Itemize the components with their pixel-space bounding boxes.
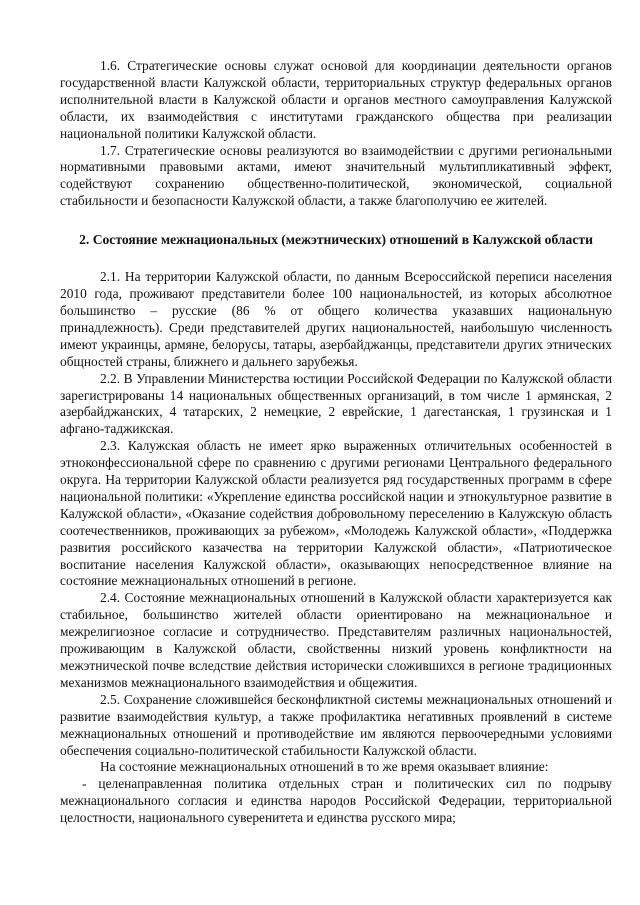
paragraph-2-4: 2.4. Состояние межнациональных отношений в Калужской области характеризуется как стабильное, большинство жителей области ориентировано на межнациональное и межрелигиозное согласие и сотрудничество. Представителям различных национальностей, проживающим в Калужской области, свойственны низкий уровень конфликтности на межэтнической почве вследствие действия исторически сложившихся в регионе традиционных механизмов межнационального взаимодействия и общежития. [60,590,612,690]
document-page [60,58,612,827]
section-heading: 2. Состояние межнациональных (межэтнических) отношений в Калужской области [79,232,593,248]
paragraph-2-1: 2.1. На территории Калужской области, по данным Всероссийской переписи населения 2010 года, проживают представители более 100 национальностей, из которых абсолютное большинство – русские (86 % от общего количества указавших национальную принадлежность). Среди представителей других национальностей, наибольшую численность имеют украинцы, армяне, белорусы, татары, азербайджанцы, представители других этнических общностей страны, ближнего и дальнего зарубежья. [60,269,612,369]
paragraph-2-3: 2.3. Калужская область не имеет ярко выраженных отличительных особенностей в этноконфессиональной сфере по сравнению с другими регионами Центрального федерального округа. На территории Калужской области реализуется ряд государственных программ в сфере национальной политики: «Укрепление единства российской нации и этнокультурное развитие в Калужской области», «Оказание содействия добровольному переселению в Калужскую область соотечественников, проживающих за рубежом», «Молодежь Калужской области», «Поддержка развития российского казачества на территории Калужской области», «Патриотическое воспитание населения Калужской области», оказывающих непосредственное влияние на состояние межнациональных отношений в регионе. [60,438,612,589]
paragraph-2-2: 2.2. В Управлении Министерства юстиции Российской Федерации по Калужской области зарегистрированы 14 национальных общественных организаций, в том числе 1 армянская, 2 азербайджанских, 4 татарских, 2 немецкие, 2 еврейские, 1 дагестанская, 1 грузинская и 1 афгано-таджикская. [60,370,612,437]
paragraph-2-5: 2.5. Сохранение сложившейся бесконфликтной системы межнациональных отношений и развитие взаимодействия культур, а также профилактика негативных проявлений в системе межнациональных отношений и противодействие им являются первоочередными условиями обеспечения социально-политической стабильности Калужской области. [60,691,612,758]
paragraph-1-7: 1.7. Стратегические основы реализуются во взаимодействии с другими региональными нормативными правовыми актами, имеют значительный мультипликативный эффект, содействуют сохранению общественно-политической, экономической, социальной стабильности и безопасности Калужской области, а также благополучию ее жителей. [60,142,612,209]
bullet-item: - целенаправленная политика отдельных стран и политических сил по подрыву межнационального согласия и единства народов Российской Федерации, территориальной целостности, национального суверенитета и единства русского мира; [60,776,612,826]
paragraph-1-6: 1.6. Стратегические основы служат основой для координации деятельности органов государственной власти Калужской области, территориальных структур федеральных органов исполнительной власти в Калужской области и органов местного самоуправления Калужской области, их взаимодействия с институтами гражданского общества при реализации национальной политики Калужской области. [60,58,612,141]
paragraph-influence-intro: На состояние межнациональных отношений в то же время оказывает влияние: [100,759,549,775]
